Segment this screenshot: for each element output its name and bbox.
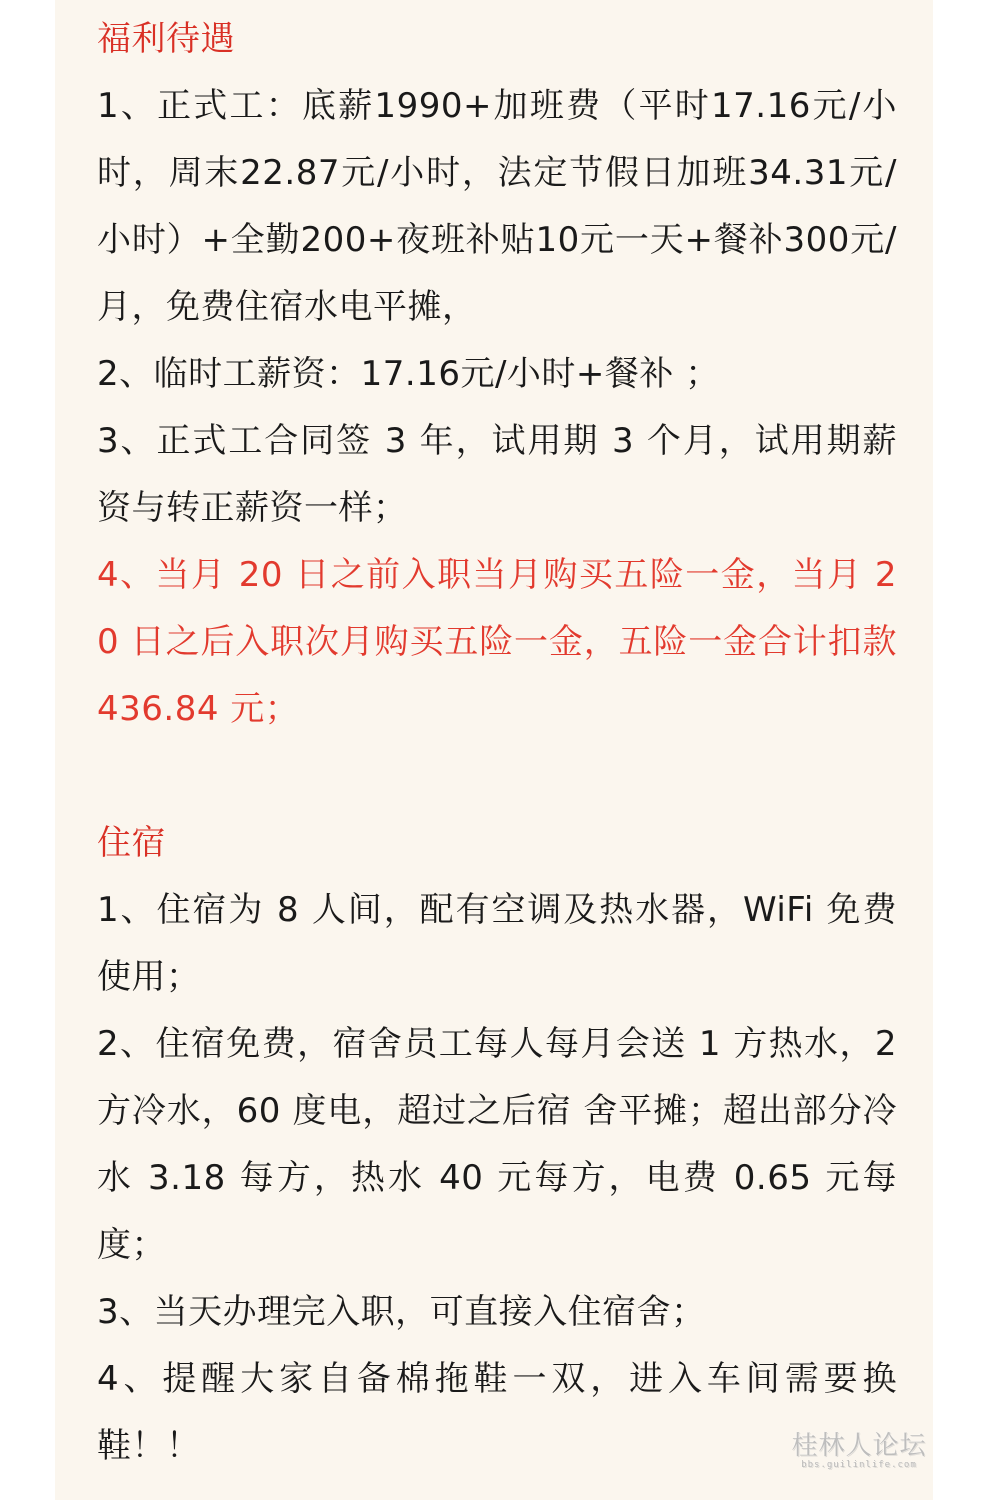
housing-heading: 住宿 (97, 823, 166, 863)
housing-item-1: 1、住宿为 8 人间，配有空调及热水器，WiFi 免费使用； (97, 890, 897, 997)
housing-item-3: 3、当天办理完入职，可直接入住宿舍； (97, 1292, 706, 1332)
benefits-item-2: 2、临时工薪资：17.16元/小时+餐补 ； (97, 354, 720, 394)
benefits-item-1: 1、正式工：底薪1990+加班费（平时17.16元/小时，周末22.87元/小时，法定节假日加班34.31元/小时）+全勤200+夜班补贴10元一天+餐补300元/月，免费住宿水电平摊， (97, 86, 897, 327)
section-divider-space (97, 743, 897, 810)
housing-item-2: 2、住宿免费，宿舍员工每人每月会送 1 方热水，2 方冷水，60 度电，超过之后宿 舍平摊；超出部分冷水 3.18 每方，热水 40 元每方，电费 0.65 元每度； (97, 1024, 897, 1265)
benefits-item-3: 3、正式工合同签 3 年，试用期 3 个月，试用期薪资与转正薪资一样； (97, 421, 897, 528)
housing-item-4: 4、提醒大家自备棉拖鞋一双，进入车间需要换鞋！！ (97, 1359, 897, 1466)
benefits-item-4-highlight: 4、当月 20 日之前入职当月购买五险一金，当月 20 日之后入职次月购买五险一金，五险一金合计扣款 436.84 元； (97, 555, 897, 729)
watermark-logo-text: 桂林人论坛 (791, 1431, 927, 1461)
post-content (97, 6, 897, 1480)
benefits-heading: 福利待遇 (97, 19, 235, 59)
forum-watermark (784, 1432, 934, 1470)
watermark-url: bbs.guilinlife.com (801, 1460, 917, 1470)
